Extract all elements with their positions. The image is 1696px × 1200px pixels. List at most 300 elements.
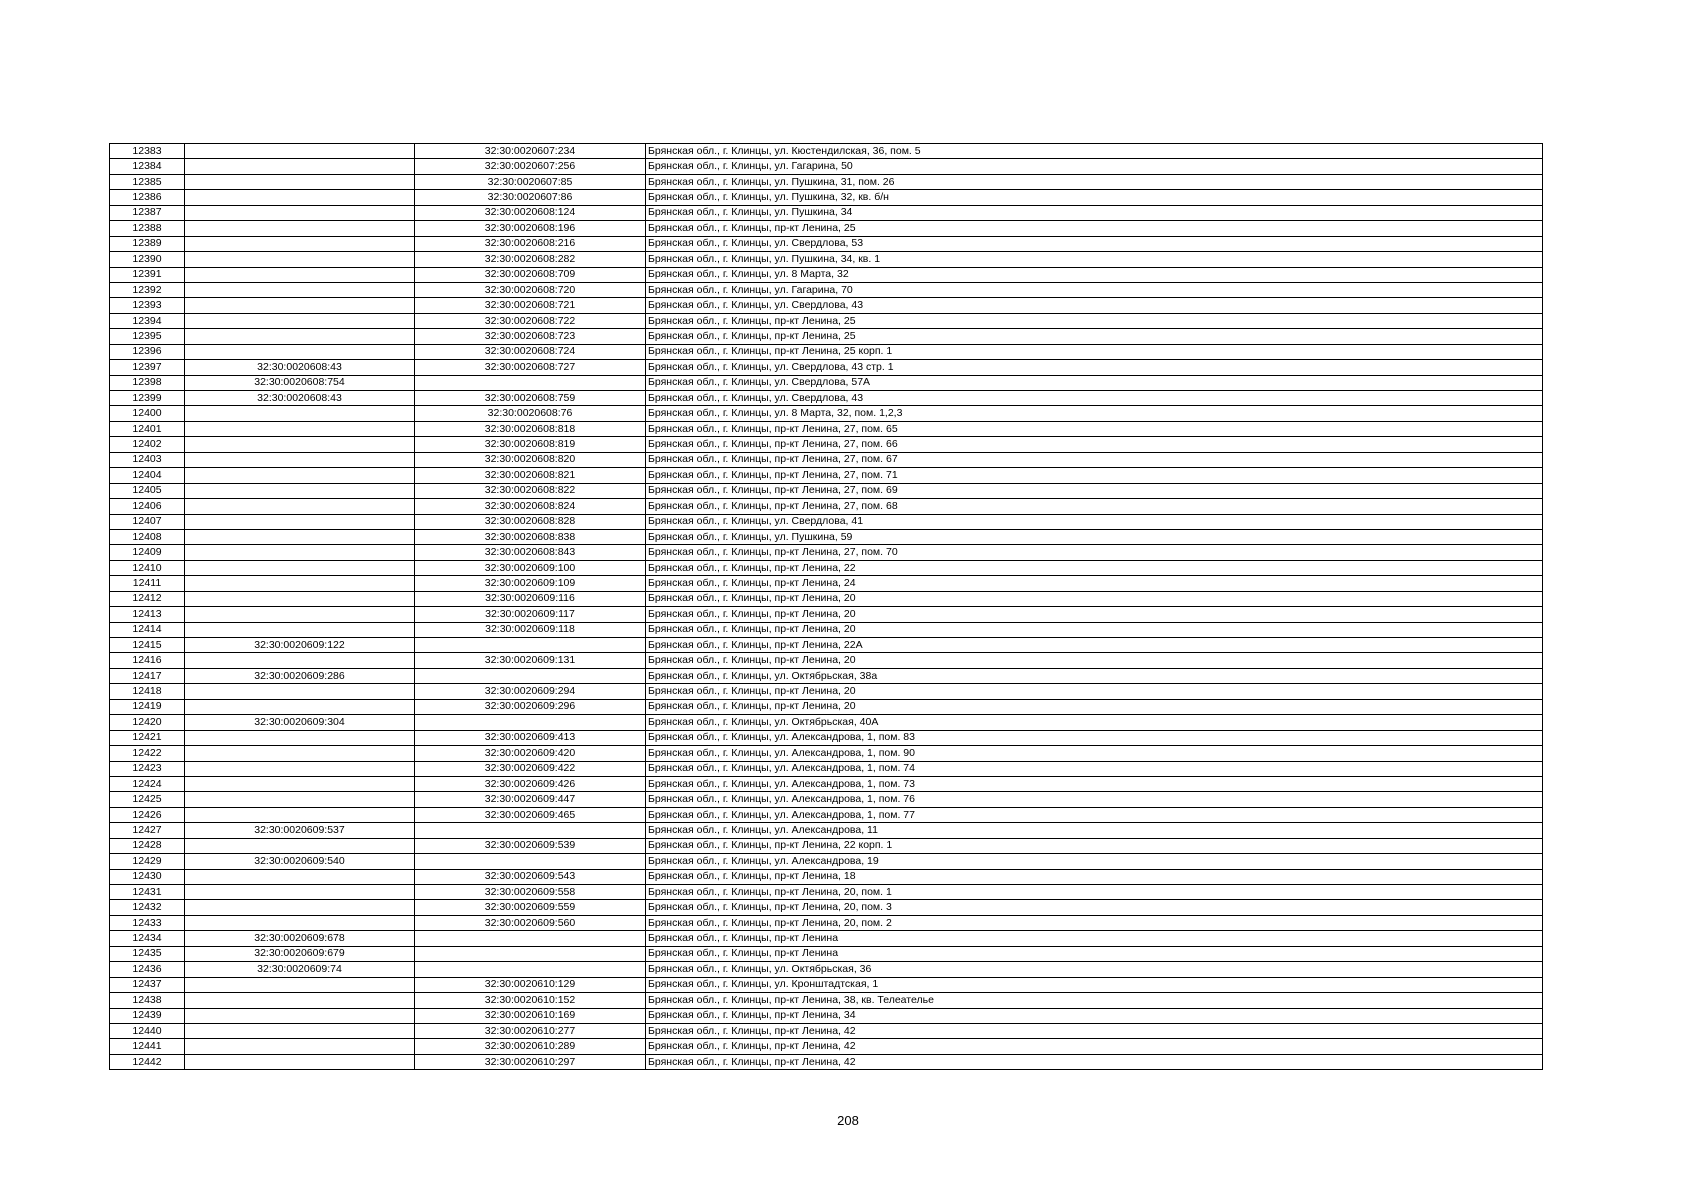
address-cell: Брянская обл., г. Клинцы, пр-кт Ленина, 25 корп. 1: [646, 344, 1543, 359]
row-number-cell: 12439: [110, 1008, 185, 1023]
address-cell: Брянская обл., г. Клинцы, пр-кт Ленина, 20, пом. 3: [646, 900, 1543, 915]
table-row: [110, 915, 1543, 930]
row-number-cell: 12442: [110, 1054, 185, 1069]
table-row: [110, 313, 1543, 328]
cadastral-number-cell: 32:30:0020609:117: [415, 607, 646, 622]
table-row: [110, 730, 1543, 745]
cadastral-number-cell: [185, 514, 415, 529]
row-number-cell: 12429: [110, 854, 185, 869]
cadastral-number-cell: 32:30:0020609:426: [415, 776, 646, 791]
cadastral-number-cell: [185, 252, 415, 267]
cadastral-number-cell: 32:30:0020608:216: [415, 236, 646, 251]
row-number-cell: 12422: [110, 746, 185, 761]
row-number-cell: 12440: [110, 1023, 185, 1038]
cadastral-number-cell: 32:30:0020610:129: [415, 977, 646, 992]
row-number-cell: 12437: [110, 977, 185, 992]
cadastral-number-cell: 32:30:0020608:818: [415, 421, 646, 436]
row-number-cell: 12430: [110, 869, 185, 884]
table-row: [110, 298, 1543, 313]
address-cell: Брянская обл., г. Клинцы, пр-кт Ленина, 24: [646, 576, 1543, 591]
row-number-cell: 12416: [110, 653, 185, 668]
address-cell: Брянская обл., г. Клинцы, пр-кт Ленина, 38, кв. Телеателье: [646, 993, 1543, 1008]
cadastral-number-cell: [185, 483, 415, 498]
row-number-cell: 12398: [110, 375, 185, 390]
table-row: [110, 267, 1543, 282]
row-number-cell: 12407: [110, 514, 185, 529]
address-cell: Брянская обл., г. Клинцы, ул. Александрова, 19: [646, 854, 1543, 869]
table-row: [110, 838, 1543, 853]
table-row: [110, 282, 1543, 297]
cadastral-number-cell: 32:30:0020609:422: [415, 761, 646, 776]
cadastral-number-cell: [185, 622, 415, 637]
table-row: [110, 807, 1543, 822]
table-row: [110, 144, 1543, 159]
address-cell: Брянская обл., г. Клинцы, ул. Кюстендилская, 36, пом. 5: [646, 144, 1543, 159]
table-row: [110, 622, 1543, 637]
table-row: [110, 190, 1543, 205]
cadastral-number-cell: [185, 977, 415, 992]
cadastral-number-cell: [185, 529, 415, 544]
table-row: [110, 406, 1543, 421]
row-number-cell: 12409: [110, 545, 185, 560]
cadastral-number-cell: [185, 900, 415, 915]
address-cell: Брянская обл., г. Клинцы, ул. Александрова, 1, пом. 77: [646, 807, 1543, 822]
address-cell: Брянская обл., г. Клинцы, пр-кт Ленина, 25: [646, 313, 1543, 328]
table-row: [110, 653, 1543, 668]
address-cell: Брянская обл., г. Клинцы, пр-кт Ленина: [646, 946, 1543, 961]
cadastral-number-cell: [185, 1008, 415, 1023]
row-number-cell: 12411: [110, 576, 185, 591]
row-number-cell: 12426: [110, 807, 185, 822]
cadastral-number-cell: [185, 607, 415, 622]
table-row: [110, 776, 1543, 791]
address-cell: Брянская обл., г. Клинцы, пр-кт Ленина, 27, пом. 68: [646, 499, 1543, 514]
table-row: [110, 529, 1543, 544]
cadastral-number-cell: 32:30:0020609:558: [415, 885, 646, 900]
address-cell: Брянская обл., г. Клинцы, пр-кт Ленина, 42: [646, 1054, 1543, 1069]
cadastral-number-cell: 32:30:0020608:43: [185, 391, 415, 406]
address-cell: Брянская обл., г. Клинцы, ул. Александрова, 1, пом. 74: [646, 761, 1543, 776]
cadastral-number-cell: 32:30:0020608:720: [415, 282, 646, 297]
table-row: [110, 946, 1543, 961]
cadastral-number-cell: [415, 823, 646, 838]
cadastral-number-cell: 32:30:0020608:727: [415, 360, 646, 375]
row-number-cell: 12408: [110, 529, 185, 544]
row-number-cell: 12415: [110, 638, 185, 653]
cadastral-number-cell: 32:30:0020608:759: [415, 391, 646, 406]
table-row: [110, 205, 1543, 220]
cadastral-number-cell: 32:30:0020609:413: [415, 730, 646, 745]
address-cell: Брянская обл., г. Клинцы, пр-кт Ленина, 20: [646, 591, 1543, 606]
address-cell: Брянская обл., г. Клинцы, пр-кт Ленина, 20: [646, 653, 1543, 668]
table-row: [110, 391, 1543, 406]
cadastral-number-cell: 32:30:0020607:234: [415, 144, 646, 159]
address-cell: Брянская обл., г. Клинцы, ул. Пушкина, 34: [646, 205, 1543, 220]
address-cell: Брянская обл., г. Клинцы, ул. Октябрьская, 36: [646, 962, 1543, 977]
cadastral-number-cell: [185, 869, 415, 884]
row-number-cell: 12397: [110, 360, 185, 375]
address-cell: Брянская обл., г. Клинцы, пр-кт Ленина, 22А: [646, 638, 1543, 653]
row-number-cell: 12421: [110, 730, 185, 745]
row-number-cell: 12435: [110, 946, 185, 961]
table-row: [110, 1039, 1543, 1054]
cadastral-number-cell: [185, 298, 415, 313]
cadastral-number-cell: 32:30:0020608:196: [415, 221, 646, 236]
address-cell: Брянская обл., г. Клинцы, пр-кт Ленина, 27, пом. 71: [646, 468, 1543, 483]
row-number-cell: 12390: [110, 252, 185, 267]
page-number: 208: [837, 1113, 859, 1128]
cadastral-number-cell: 32:30:0020609:286: [185, 668, 415, 683]
cadastral-number-cell: [185, 344, 415, 359]
row-number-cell: 12427: [110, 823, 185, 838]
cadastral-number-cell: 32:30:0020609:100: [415, 560, 646, 575]
cadastral-number-cell: 32:30:0020608:43: [185, 360, 415, 375]
address-cell: Брянская обл., г. Клинцы, пр-кт Ленина: [646, 931, 1543, 946]
cadastral-number-cell: [185, 993, 415, 1008]
cadastral-number-cell: [185, 653, 415, 668]
cadastral-number-cell: 32:30:0020609:116: [415, 591, 646, 606]
table-row: [110, 699, 1543, 714]
address-cell: Брянская обл., г. Клинцы, ул. Свердлова, 43 стр. 1: [646, 360, 1543, 375]
address-cell: Брянская обл., г. Клинцы, ул. Александрова, 1, пом. 73: [646, 776, 1543, 791]
cadastral-number-cell: 32:30:0020609:109: [415, 576, 646, 591]
cadastral-number-cell: [185, 1039, 415, 1054]
address-cell: Брянская обл., г. Клинцы, ул. Гагарина, 50: [646, 159, 1543, 174]
cadastral-number-cell: [185, 144, 415, 159]
row-number-cell: 12402: [110, 437, 185, 452]
cadastral-number-cell: [185, 915, 415, 930]
table-row: [110, 468, 1543, 483]
address-cell: Брянская обл., г. Клинцы, ул. Свердлова, 43: [646, 391, 1543, 406]
cadastral-number-cell: 32:30:0020609:131: [415, 653, 646, 668]
cadastral-number-cell: 32:30:0020608:76: [415, 406, 646, 421]
address-cell: Брянская обл., г. Клинцы, пр-кт Ленина, 20: [646, 607, 1543, 622]
row-number-cell: 12418: [110, 684, 185, 699]
table-row: [110, 159, 1543, 174]
table-row: [110, 560, 1543, 575]
address-cell: Брянская обл., г. Клинцы, ул. Пушкина, 59: [646, 529, 1543, 544]
address-cell: Брянская обл., г. Клинцы, ул. Пушкина, 34, кв. 1: [646, 252, 1543, 267]
address-cell: Брянская обл., г. Клинцы, ул. Александрова, 1, пом. 76: [646, 792, 1543, 807]
table-row: [110, 977, 1543, 992]
row-number-cell: 12392: [110, 282, 185, 297]
cadastral-number-cell: [185, 838, 415, 853]
cadastral-number-cell: [185, 684, 415, 699]
cadastral-number-cell: 32:30:0020608:709: [415, 267, 646, 282]
row-number-cell: 12410: [110, 560, 185, 575]
cadastral-number-cell: 32:30:0020608:828: [415, 514, 646, 529]
row-number-cell: 12400: [110, 406, 185, 421]
table-row: [110, 931, 1543, 946]
cadastral-number-cell: 32:30:0020610:277: [415, 1023, 646, 1038]
table-row: [110, 684, 1543, 699]
cadastral-number-cell: [185, 730, 415, 745]
table-row: [110, 545, 1543, 560]
table-row: [110, 962, 1543, 977]
row-number-cell: 12405: [110, 483, 185, 498]
address-cell: Брянская обл., г. Клинцы, пр-кт Ленина, 42: [646, 1039, 1543, 1054]
cadastral-number-cell: 32:30:0020609:118: [415, 622, 646, 637]
address-cell: Брянская обл., г. Клинцы, пр-кт Ленина, 25: [646, 221, 1543, 236]
address-cell: Брянская обл., г. Клинцы, ул. Александрова, 1, пом. 83: [646, 730, 1543, 745]
address-cell: Брянская обл., г. Клинцы, пр-кт Ленина, 42: [646, 1023, 1543, 1038]
cadastral-number-cell: 32:30:0020608:824: [415, 499, 646, 514]
table-row: [110, 1008, 1543, 1023]
table-row: [110, 514, 1543, 529]
row-number-cell: 12420: [110, 715, 185, 730]
cadastral-number-cell: [185, 807, 415, 822]
table-row: [110, 885, 1543, 900]
row-number-cell: 12384: [110, 159, 185, 174]
table-row: [110, 668, 1543, 683]
row-number-cell: 12383: [110, 144, 185, 159]
cadastral-number-cell: [185, 792, 415, 807]
cadastral-number-cell: [185, 761, 415, 776]
cadastral-number-cell: 32:30:0020609:74: [185, 962, 415, 977]
address-cell: Брянская обл., г. Клинцы, ул. Александрова, 11: [646, 823, 1543, 838]
row-number-cell: 12412: [110, 591, 185, 606]
table-row: [110, 375, 1543, 390]
cadastral-number-cell: [415, 638, 646, 653]
cadastral-number-cell: [185, 221, 415, 236]
cadastral-number-cell: 32:30:0020607:85: [415, 174, 646, 189]
row-number-cell: 12399: [110, 391, 185, 406]
cadastral-number-cell: 32:30:0020608:721: [415, 298, 646, 313]
table-body: [110, 144, 1543, 1070]
row-number-cell: 12432: [110, 900, 185, 915]
cadastral-number-cell: [185, 560, 415, 575]
cadastral-number-cell: 32:30:0020609:559: [415, 900, 646, 915]
row-number-cell: 12404: [110, 468, 185, 483]
address-cell: Брянская обл., г. Клинцы, ул. Свердлова, 57А: [646, 375, 1543, 390]
cadastral-number-cell: 32:30:0020609:543: [415, 869, 646, 884]
cadastral-number-cell: 32:30:0020608:724: [415, 344, 646, 359]
table-row: [110, 607, 1543, 622]
cadastral-number-cell: 32:30:0020610:152: [415, 993, 646, 1008]
row-number-cell: 12434: [110, 931, 185, 946]
table-row: [110, 360, 1543, 375]
address-cell: Брянская обл., г. Клинцы, ул. 8 Марта, 32: [646, 267, 1543, 282]
cadastral-number-cell: [185, 437, 415, 452]
address-cell: Брянская обл., г. Клинцы, ул. Александрова, 1, пом. 90: [646, 746, 1543, 761]
address-cell: Брянская обл., г. Клинцы, пр-кт Ленина, 20: [646, 684, 1543, 699]
table-row: [110, 993, 1543, 1008]
cadastral-number-cell: 32:30:0020607:256: [415, 159, 646, 174]
address-cell: Брянская обл., г. Клинцы, пр-кт Ленина, 20: [646, 622, 1543, 637]
row-number-cell: 12423: [110, 761, 185, 776]
row-number-cell: 12394: [110, 313, 185, 328]
row-number-cell: 12433: [110, 915, 185, 930]
cadastral-number-cell: [185, 885, 415, 900]
cadastral-number-cell: [185, 205, 415, 220]
address-cell: Брянская обл., г. Клинцы, пр-кт Ленина, 20: [646, 699, 1543, 714]
cadastral-number-cell: 32:30:0020609:539: [415, 838, 646, 853]
cadastral-number-cell: 32:30:0020608:843: [415, 545, 646, 560]
address-cell: Брянская обл., г. Клинцы, пр-кт Ленина, 20, пом. 1: [646, 885, 1543, 900]
cadastral-number-cell: 32:30:0020609:678: [185, 931, 415, 946]
address-cell: Брянская обл., г. Клинцы, пр-кт Ленина, 34: [646, 1008, 1543, 1023]
row-number-cell: 12413: [110, 607, 185, 622]
row-number-cell: 12438: [110, 993, 185, 1008]
address-cell: Брянская обл., г. Клинцы, пр-кт Ленина, 27, пом. 70: [646, 545, 1543, 560]
row-number-cell: 12419: [110, 699, 185, 714]
table-row: [110, 421, 1543, 436]
cadastral-number-cell: [185, 545, 415, 560]
row-number-cell: 12441: [110, 1039, 185, 1054]
address-cell: Брянская обл., г. Клинцы, пр-кт Ленина, 22 корп. 1: [646, 838, 1543, 853]
cadastral-number-cell: [415, 668, 646, 683]
address-cell: Брянская обл., г. Клинцы, пр-кт Ленина, 22: [646, 560, 1543, 575]
cadastral-number-cell: 32:30:0020608:820: [415, 452, 646, 467]
cadastral-number-cell: [185, 282, 415, 297]
cadastral-number-cell: [185, 1054, 415, 1069]
cadastral-number-cell: [185, 468, 415, 483]
cadastral-number-cell: 32:30:0020608:282: [415, 252, 646, 267]
row-number-cell: 12389: [110, 236, 185, 251]
cadastral-number-cell: 32:30:0020607:86: [415, 190, 646, 205]
address-cell: Брянская обл., г. Клинцы, пр-кт Ленина, 27, пом. 69: [646, 483, 1543, 498]
address-cell: Брянская обл., г. Клинцы, ул. Гагарина, 70: [646, 282, 1543, 297]
cadastral-number-cell: 32:30:0020609:294: [415, 684, 646, 699]
address-cell: Брянская обл., г. Клинцы, пр-кт Ленина, 27, пом. 65: [646, 421, 1543, 436]
row-number-cell: 12386: [110, 190, 185, 205]
cadastral-number-cell: [185, 267, 415, 282]
address-cell: Брянская обл., г. Клинцы, ул. Пушкина, 32, кв. б/н: [646, 190, 1543, 205]
row-number-cell: 12425: [110, 792, 185, 807]
table-row: [110, 437, 1543, 452]
table-row: [110, 499, 1543, 514]
row-number-cell: 12406: [110, 499, 185, 514]
cadastral-number-cell: [415, 962, 646, 977]
table-row: [110, 174, 1543, 189]
table-row: [110, 452, 1543, 467]
row-number-cell: 12403: [110, 452, 185, 467]
table-row: [110, 1054, 1543, 1069]
table-row: [110, 900, 1543, 915]
cadastral-number-cell: [185, 174, 415, 189]
cadastral-number-cell: [185, 576, 415, 591]
cadastral-number-cell: 32:30:0020610:297: [415, 1054, 646, 1069]
cadastral-number-cell: [415, 854, 646, 869]
address-cell: Брянская обл., г. Клинцы, пр-кт Ленина, 25: [646, 329, 1543, 344]
address-cell: Брянская обл., г. Клинцы, пр-кт Ленина, 18: [646, 869, 1543, 884]
table-row: [110, 236, 1543, 251]
cadastral-number-cell: 32:30:0020609:537: [185, 823, 415, 838]
table-row: [110, 576, 1543, 591]
row-number-cell: 12401: [110, 421, 185, 436]
row-number-cell: 12428: [110, 838, 185, 853]
cadastral-number-cell: [415, 931, 646, 946]
cadastral-number-cell: 32:30:0020609:679: [185, 946, 415, 961]
row-number-cell: 12393: [110, 298, 185, 313]
table-row: [110, 869, 1543, 884]
row-number-cell: 12391: [110, 267, 185, 282]
row-number-cell: 12431: [110, 885, 185, 900]
table-row: [110, 761, 1543, 776]
address-cell: Брянская обл., г. Клинцы, пр-кт Ленина, 27, пом. 67: [646, 452, 1543, 467]
cadastral-number-cell: 32:30:0020608:722: [415, 313, 646, 328]
cadastral-number-cell: 32:30:0020608:124: [415, 205, 646, 220]
table-row: [110, 483, 1543, 498]
row-number-cell: 12417: [110, 668, 185, 683]
cadastral-number-cell: 32:30:0020608:754: [185, 375, 415, 390]
row-number-cell: 12424: [110, 776, 185, 791]
row-number-cell: 12436: [110, 962, 185, 977]
cadastral-number-cell: 32:30:0020609:122: [185, 638, 415, 653]
cadastral-number-cell: [415, 375, 646, 390]
table-row: [110, 746, 1543, 761]
address-cell: Брянская обл., г. Клинцы, ул. Свердлова, 53: [646, 236, 1543, 251]
cadastral-table: [109, 143, 1543, 1070]
address-cell: Брянская обл., г. Клинцы, ул. Октябрьская, 40А: [646, 715, 1543, 730]
cadastral-number-cell: 32:30:0020608:821: [415, 468, 646, 483]
row-number-cell: 12387: [110, 205, 185, 220]
row-number-cell: 12395: [110, 329, 185, 344]
address-cell: Брянская обл., г. Клинцы, ул. Свердлова, 43: [646, 298, 1543, 313]
cadastral-number-cell: [185, 591, 415, 606]
address-cell: Брянская обл., г. Клинцы, ул. Свердлова, 41: [646, 514, 1543, 529]
cadastral-number-cell: [185, 776, 415, 791]
cadastral-number-cell: [415, 715, 646, 730]
address-cell: Брянская обл., г. Клинцы, ул. 8 Марта, 32, пом. 1,2,3: [646, 406, 1543, 421]
cadastral-number-cell: [185, 190, 415, 205]
table-row: [110, 591, 1543, 606]
cadastral-number-cell: [185, 421, 415, 436]
cadastral-number-cell: [185, 313, 415, 328]
cadastral-number-cell: [185, 452, 415, 467]
cadastral-number-cell: 32:30:0020609:540: [185, 854, 415, 869]
cadastral-number-cell: [185, 406, 415, 421]
cadastral-number-cell: 32:30:0020609:447: [415, 792, 646, 807]
row-number-cell: 12385: [110, 174, 185, 189]
address-cell: Брянская обл., г. Клинцы, ул. Кронштадтская, 1: [646, 977, 1543, 992]
cadastral-number-cell: [185, 699, 415, 714]
table-row: [110, 854, 1543, 869]
table-row: [110, 1023, 1543, 1038]
cadastral-number-cell: 32:30:0020609:420: [415, 746, 646, 761]
row-number-cell: 12396: [110, 344, 185, 359]
table-row: [110, 638, 1543, 653]
cadastral-number-cell: 32:30:0020608:822: [415, 483, 646, 498]
table-row: [110, 792, 1543, 807]
table-row: [110, 344, 1543, 359]
table-row: [110, 221, 1543, 236]
row-number-cell: 12414: [110, 622, 185, 637]
cadastral-number-cell: [185, 236, 415, 251]
table-row: [110, 823, 1543, 838]
row-number-cell: 12388: [110, 221, 185, 236]
address-cell: Брянская обл., г. Клинцы, пр-кт Ленина, 20, пом. 2: [646, 915, 1543, 930]
cadastral-number-cell: 32:30:0020608:819: [415, 437, 646, 452]
table-row: [110, 329, 1543, 344]
table-row: [110, 252, 1543, 267]
cadastral-number-cell: [415, 946, 646, 961]
cadastral-number-cell: 32:30:0020609:465: [415, 807, 646, 822]
table-row: [110, 715, 1543, 730]
address-cell: Брянская обл., г. Клинцы, ул. Пушкина, 31, пом. 26: [646, 174, 1543, 189]
cadastral-number-cell: 32:30:0020609:560: [415, 915, 646, 930]
cadastral-number-cell: 32:30:0020610:289: [415, 1039, 646, 1054]
cadastral-number-cell: 32:30:0020610:169: [415, 1008, 646, 1023]
cadastral-number-cell: 32:30:0020608:723: [415, 329, 646, 344]
cadastral-number-cell: 32:30:0020609:304: [185, 715, 415, 730]
cadastral-number-cell: [185, 159, 415, 174]
cadastral-number-cell: [185, 329, 415, 344]
cadastral-number-cell: 32:30:0020609:296: [415, 699, 646, 714]
cadastral-number-cell: 32:30:0020608:838: [415, 529, 646, 544]
address-cell: Брянская обл., г. Клинцы, пр-кт Ленина, 27, пом. 66: [646, 437, 1543, 452]
cadastral-number-cell: [185, 1023, 415, 1038]
